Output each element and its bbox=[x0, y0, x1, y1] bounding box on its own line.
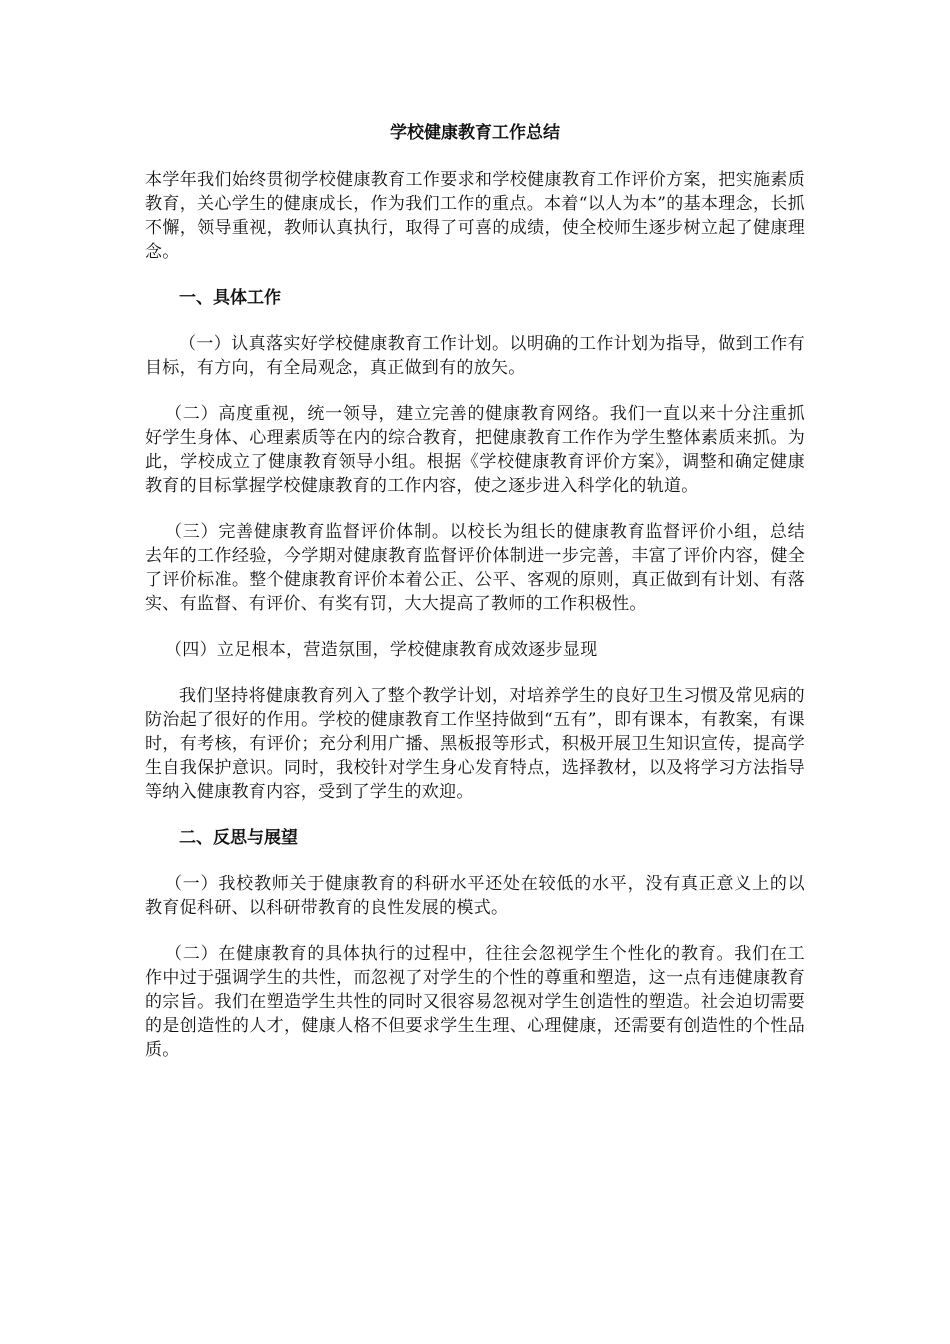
document-title: 学校健康教育工作总结 bbox=[390, 123, 560, 143]
paragraph-item-1: （一）认真落实好学校健康教育工作计划。以明确的工作计划为指导，做到工作有目标，有方向，有全局观念，真正做到有的放矢。 bbox=[145, 334, 805, 378]
paragraph-item-3: （三）完善健康教育监督评价体制。以校长为组长的健康教育监督评价小组，总结去年的工作经验，今学期对健康教育监督评价体制进一步完善，丰富了评价内容，健全了评价标准。整个健康教育评价本着公正、公平、客观的原则，真正做到有计划、有落实、有监督、有评价、有奖有罚，大大提高了教师的工作积极性。 bbox=[145, 522, 805, 614]
document-page bbox=[145, 120, 805, 1084]
section-heading-reflection: 二、反思与展望 bbox=[179, 828, 298, 848]
paragraph-reflection-2: （二）在健康教育的具体执行的过程中，往往会忽视学生个性化的教育。我们在工作中过于强调学生的共性，而忽视了对学生的个性的尊重和塑造，这一点有违健康教育的宗旨。我们在塑造学生共性的同时又很容易忽视对学生创造性的塑造。社会迫切需要的是创造性的人才，健康人格不但要求学生生理、心理健康，还需要有创造性的个性品质。 bbox=[145, 944, 805, 1060]
intro-paragraph: 本学年我们始终贯彻学校健康教育工作要求和学校健康教育工作评价方案，把实施素质教育，关心学生的健康成长，作为我们工作的重点。本着“以人为本”的基本理念，长抓不懈，领导重视，教师认真执行，取得了可喜的成绩，使全校师生逐步树立起了健康理念。 bbox=[145, 170, 805, 262]
section-heading-specific-work: 一、具体工作 bbox=[179, 288, 281, 308]
paragraph-item-4: （四）立足根本，营造氛围，学校健康教育成效逐步显现 bbox=[165, 640, 598, 660]
paragraph-reflection-1: （一）我校教师关于健康教育的科研水平还处在较低的水平，没有真正意义上的以教育促科研、以科研带教育的良性发展的模式。 bbox=[145, 874, 805, 918]
paragraph-item-5: 我们坚持将健康教育列入了整个教学计划，对培养学生的良好卫生习惯及常见病的防治起了很好的作用。学校的健康教育工作坚持做到“五有”，即有课本，有教案，有课时，有考核，有评价；充分利用广播、黑板报等形式，积极开展卫生知识宣传，提高学生自我保护意识。同时，我校针对学生身心发育特点，选择教材，以及将学习方法指导等纳入健康教育内容，受到了学生的欢迎。 bbox=[145, 686, 805, 802]
paragraph-item-2: （二）高度重视，统一领导，建立完善的健康教育网络。我们一直以来十分注重抓好学生身体、心理素质等在内的综合教育，把健康教育工作作为学生整体素质来抓。为此，学校成立了健康教育领导小组。根据《学校健康教育评价方案》，调整和确定健康教育的目标掌握学校健康教育的工作内容，使之逐步进入科学化的轨道。 bbox=[145, 404, 805, 496]
